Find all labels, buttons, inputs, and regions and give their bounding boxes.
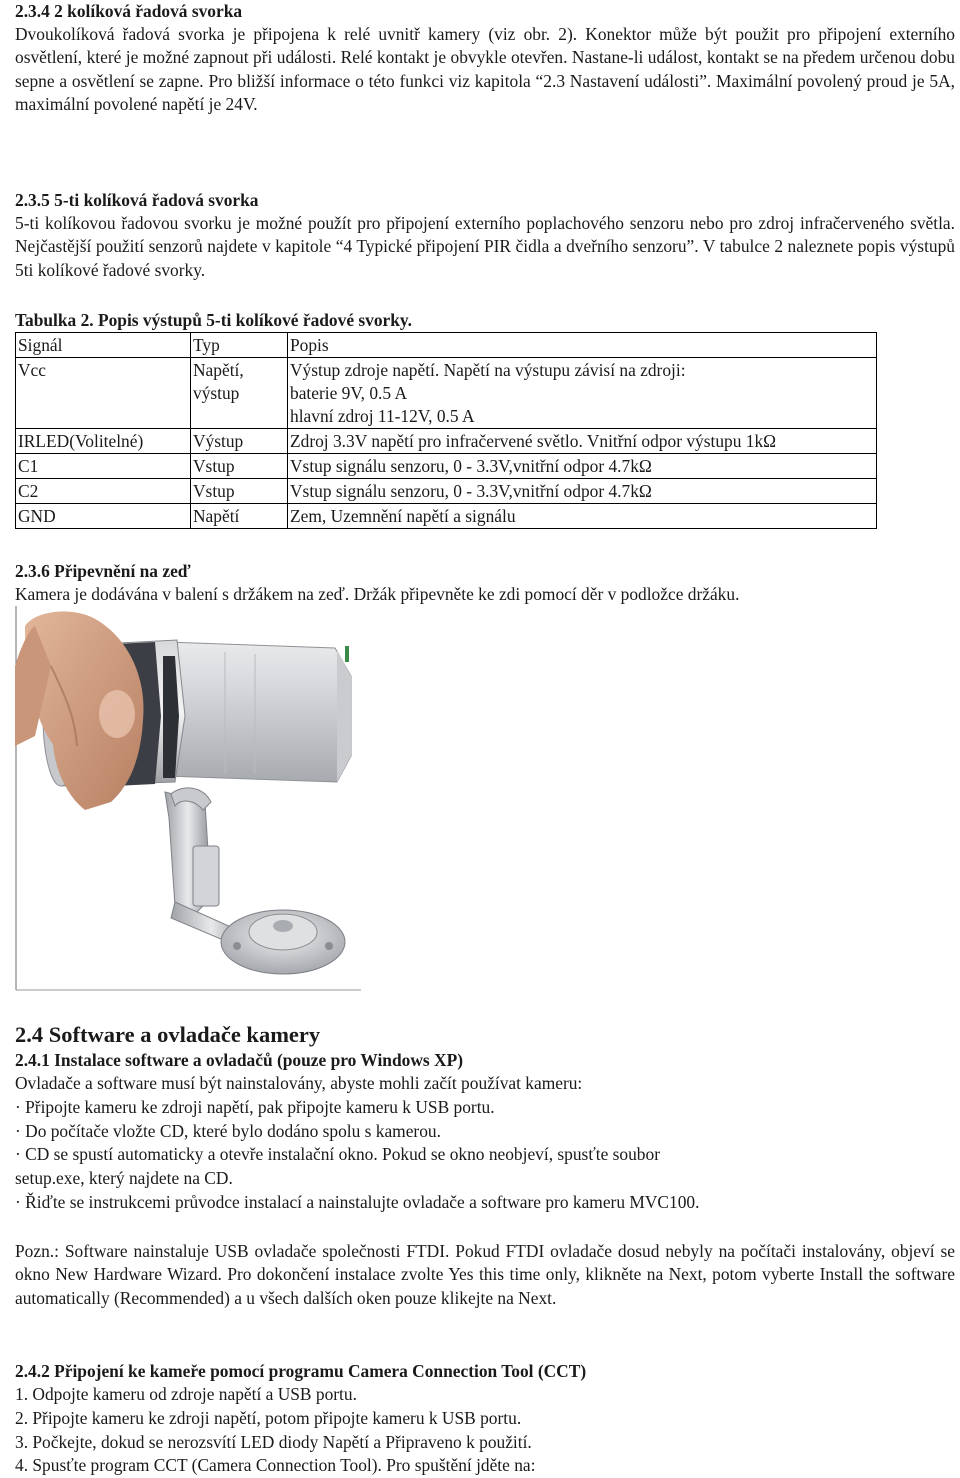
cell-description: Vstup signálu senzoru, 0 - 3.3V,vnitřní odpor 4.7kΩ	[288, 479, 877, 504]
list-item: · Řiďte se instrukcemi průvodce instalací a nainstalujte ovladače a software pro kameru MVC100.	[15, 1191, 700, 1212]
section-heading: 2.4.1 Instalace software a ovladačů (pouze pro Windows XP)	[15, 1050, 463, 1070]
section-2-3-6	[15, 560, 955, 606]
note-text: Pozn.: Software nainstaluje USB ovladače společnosti FTDI. Pokud FTDI ovladače dosud nebyly na počítači instalovány, objeví se okno New Hardware Wizard. Pro dokončení instalace zvolte Yes this time only, klikněte na Next, potom vyberte Install the software automatically (Recommended) a u všech dalších oken pouze klikejte na Next.	[15, 1241, 955, 1308]
cell-description: Vstup signálu senzoru, 0 - 3.3V,vnitřní odpor 4.7kΩ	[288, 454, 877, 479]
cell-description-line: Výstup zdroje napětí. Napětí na výstupu závisí na zdroji:	[290, 360, 686, 380]
cell-description	[288, 358, 877, 429]
cell-description-line: baterie 9V, 0.5 A	[290, 383, 408, 403]
section-2-4-2	[15, 1360, 955, 1478]
header-type: Typ	[191, 333, 288, 358]
cell-type: Vstup	[191, 454, 288, 479]
step-item: 4. Spusťte program CCT (Camera Connection Tool). Pro spuštění jděte na:	[15, 1455, 536, 1476]
pin-table	[15, 332, 877, 529]
table-section	[15, 309, 955, 529]
step-item: 2. Připojte kameru ke zdroji napětí, potom připojte kameru k USB portu.	[15, 1407, 522, 1428]
cell-signal: GND	[16, 504, 191, 529]
cell-signal: C2	[16, 479, 191, 504]
header-signal: Signál	[16, 333, 191, 358]
section-heading: 2.4.2 Připojení ke kameře pomocí programu Camera Connection Tool (CCT)	[15, 1361, 587, 1381]
cell-type	[191, 358, 288, 429]
header-description: Popis	[288, 333, 877, 358]
section-heading: 2.3.4 2 kolíková řadová svorka	[15, 1, 243, 21]
cell-type: Napětí	[191, 504, 288, 529]
table-row	[16, 358, 877, 429]
install-note	[15, 1240, 955, 1310]
table-row	[16, 504, 877, 529]
cell-signal: Vcc	[16, 358, 191, 429]
cell-description: Zem, Uzemnění napětí a signálu	[288, 504, 877, 529]
section-body: Dvoukolíková řadová svorka je připojena k relé uvnitř kamery (viz obr. 2). Konektor může být použit pro připojení externího osvětlení, které je možné zapnout při události. Relé kontakt je obvykle otevřen. Nastane-li událost, kontakt se na předem určenou dobu sepne a osvětlení se zapne. Pro bližší informace o této funkci viz kapitola “2.3 Nastavení události”. Maximální povolený proud je 5A, maximální povolené napětí je 24V.	[15, 24, 955, 115]
list-item: setup.exe, který najdete na CD.	[15, 1168, 233, 1189]
step-item: 1. Odpojte kameru od zdroje napětí a USB portu.	[15, 1384, 357, 1404]
table-row	[16, 479, 877, 504]
section-body: Kamera je dodávána v balení s držákem na zeď. Držák připevněte ke zdi pomocí děr v podložce držáku.	[15, 584, 740, 604]
cell-signal: IRLED(Volitelné)	[16, 429, 191, 454]
table-row	[16, 429, 877, 454]
camera-wall-mount-photo	[15, 606, 363, 992]
cell-type-line: Napětí,	[193, 360, 244, 380]
cell-type-line: výstup	[193, 383, 240, 403]
section-2-4-1	[15, 1049, 955, 1215]
section-heading: 2.3.6 Připevnění na zeď	[15, 561, 191, 581]
list-item: · Do počítače vložte CD, které bylo dodáno spolu s kamerou.	[15, 1120, 441, 1141]
cell-signal: C1	[16, 454, 191, 479]
section-body: 5-ti kolíkovou řadovou svorku je možné použít pro připojení externího poplachového senzoru nebo pro zdroj infračerveného světla. Nejčastější použití senzorů najdete v kapitole “4 Typické připojení PIR čidla a dveřního senzoru”. V tabulce 2 naleznete popis výstupů 5ti kolíkové řadové svorky.	[15, 213, 955, 280]
section-2-4	[15, 1021, 955, 1049]
list-item: · CD se spustí automaticky a otevře instalační okno. Pokud se okno neobjeví, spusťte soubor	[15, 1144, 660, 1165]
section-intro: Ovladače a software musí být nainstalovány, abyste mohli začít používat kameru:	[15, 1073, 583, 1093]
table-header-row	[16, 333, 877, 358]
cell-description: Zdroj 3.3V napětí pro infračervené světlo. Vnitřní odpor výstupu 1kΩ	[288, 429, 877, 454]
list-item: · Připojte kameru ke zdroji napětí, pak připojte kameru k USB portu.	[15, 1096, 495, 1117]
section-2-3-5	[15, 189, 955, 282]
table-caption: Tabulka 2. Popis výstupů 5-ti kolíkové řadové svorky.	[15, 310, 413, 330]
section-2-3-4	[15, 0, 955, 117]
step-item: 3. Počkejte, dokud se nerozsvítí LED diody Napětí a Připraveno k použití.	[15, 1431, 532, 1452]
cell-type: Výstup	[191, 429, 288, 454]
section-heading: 2.3.5 5-ti kolíková řadová svorka	[15, 190, 259, 210]
section-heading: 2.4 Software a ovladače kamery	[15, 1022, 321, 1047]
cell-type: Vstup	[191, 479, 288, 504]
table-row	[16, 454, 877, 479]
cell-description-line: hlavní zdroj 11-12V, 0.5 A	[290, 406, 475, 426]
